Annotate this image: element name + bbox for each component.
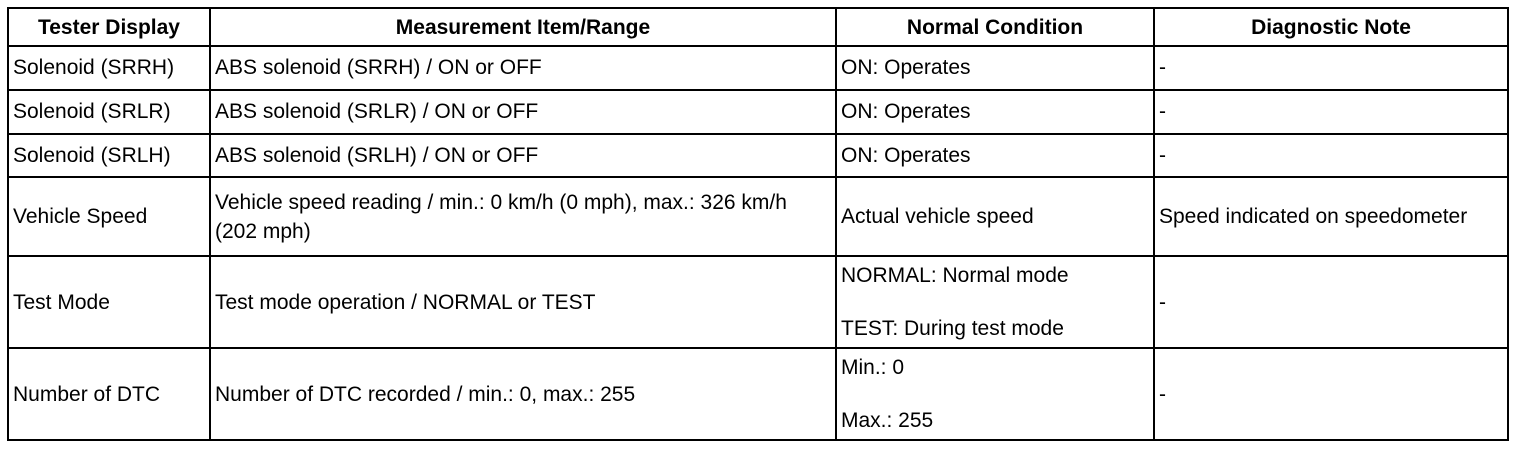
cell-normal-condition	[836, 256, 1154, 348]
header-normal-condition: Normal Condition	[836, 8, 1154, 46]
cell-normal-condition	[836, 46, 1154, 90]
cell-tester-display: Vehicle Speed	[8, 177, 210, 256]
cell-diagnostic-note: -	[1154, 348, 1508, 440]
cell-tester-display: Test Mode	[8, 256, 210, 348]
header-diagnostic-note: Diagnostic Note	[1154, 8, 1508, 46]
cell-measurement-item: ABS solenoid (SRRH) / ON or OFF	[210, 46, 836, 90]
cell-diagnostic-note: -	[1154, 90, 1508, 134]
normal-condition-line: ON: Operates	[841, 100, 971, 124]
diagnostic-table-sheet	[7, 7, 1507, 441]
table-row	[8, 256, 1508, 348]
table-row	[8, 90, 1508, 134]
normal-condition-line: ON: Operates	[841, 143, 971, 167]
cell-normal-condition	[836, 348, 1154, 440]
table-row	[8, 177, 1508, 256]
cell-measurement-item: Vehicle speed reading / min.: 0 km/h (0 mph), max.: 326 km/h (202 mph)	[210, 177, 836, 256]
normal-condition-line: TEST: During test mode	[841, 317, 1064, 341]
cell-measurement-item: Test mode operation / NORMAL or TEST	[210, 256, 836, 348]
cell-tester-display: Solenoid (SRRH)	[8, 46, 210, 90]
cell-tester-display: Number of DTC	[8, 348, 210, 440]
normal-condition-line: Min.: 0	[841, 356, 905, 379]
cell-measurement-item: Number of DTC recorded / min.: 0, max.: 255	[210, 348, 836, 440]
table-row	[8, 134, 1508, 178]
table-row	[8, 348, 1508, 440]
normal-condition-line: Actual vehicle speed	[841, 205, 1034, 229]
cell-tester-display: Solenoid (SRLR)	[8, 90, 210, 134]
cell-measurement-item: ABS solenoid (SRLH) / ON or OFF	[210, 134, 836, 178]
normal-condition-line: Max.: 255	[841, 409, 934, 432]
header-measurement-item: Measurement Item/Range	[210, 8, 836, 46]
cell-diagnostic-note: -	[1154, 134, 1508, 178]
cell-tester-display: Solenoid (SRLH)	[8, 134, 210, 178]
cell-measurement-item: ABS solenoid (SRLR) / ON or OFF	[210, 90, 836, 134]
diagnostic-data-table	[7, 7, 1509, 441]
cell-diagnostic-note: Speed indicated on speedometer	[1154, 177, 1508, 256]
header-tester-display: Tester Display	[8, 8, 210, 46]
cell-normal-condition	[836, 134, 1154, 178]
table-row	[8, 46, 1508, 90]
cell-diagnostic-note: -	[1154, 256, 1508, 348]
normal-condition-line: ON: Operates	[841, 56, 971, 80]
cell-normal-condition	[836, 177, 1154, 256]
normal-condition-line: NORMAL: Normal mode	[841, 264, 1069, 288]
table-header-row	[8, 8, 1508, 46]
cell-diagnostic-note: -	[1154, 46, 1508, 90]
cell-normal-condition	[836, 90, 1154, 134]
